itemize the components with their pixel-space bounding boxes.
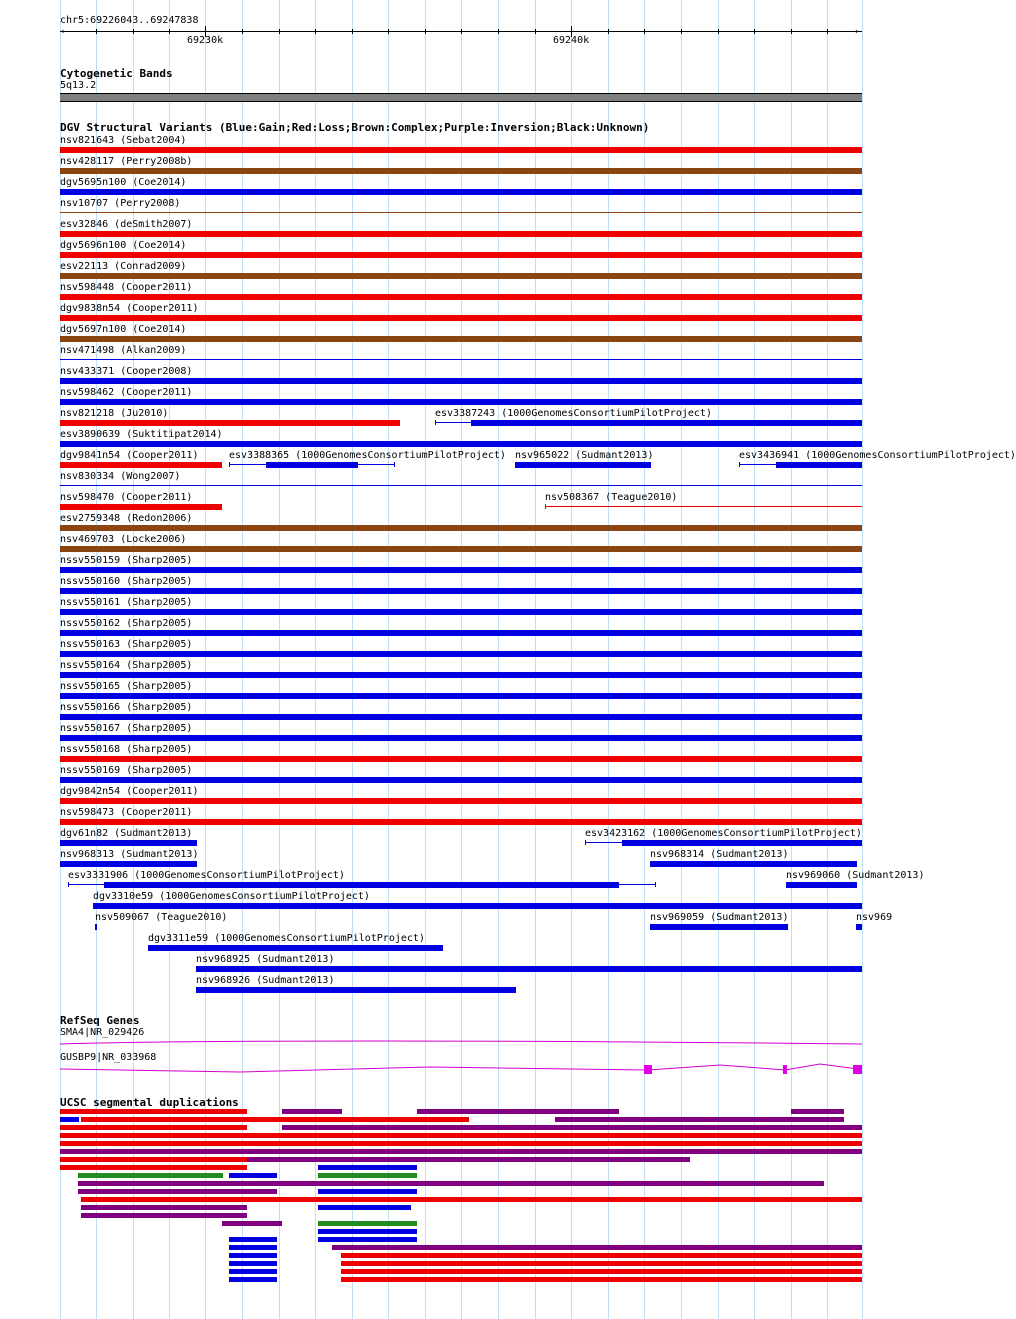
var-8-bar[interactable] bbox=[60, 294, 862, 300]
gridline bbox=[535, 0, 536, 1319]
var-41-bar[interactable] bbox=[60, 861, 197, 867]
var-14-label[interactable]: nsv821218 (Ju2010) bbox=[60, 408, 169, 419]
ruler-tick-minor bbox=[644, 29, 645, 34]
var-7-bar[interactable] bbox=[60, 273, 862, 279]
gene-label-gusbp9[interactable]: GUSBP9|NR_033968 bbox=[60, 1052, 157, 1063]
var-6-label[interactable]: dgv5696n100 (Coe2014) bbox=[60, 240, 187, 251]
var-20-bar[interactable] bbox=[776, 462, 862, 468]
var-10-bar[interactable] bbox=[60, 336, 862, 342]
var-11-bar[interactable] bbox=[60, 359, 862, 360]
gene-sma4-structure[interactable] bbox=[0, 1036, 890, 1052]
var-33-bar[interactable] bbox=[60, 714, 862, 720]
var-35-label[interactable]: nssv550168 (Sharp2005) bbox=[60, 744, 193, 755]
segdup-feature[interactable] bbox=[318, 1221, 417, 1226]
position-label: chr5:69226043..69247838 bbox=[60, 15, 199, 26]
ruler-tick-minor bbox=[754, 29, 755, 34]
var-46-label[interactable]: nsv509067 (Teague2010) bbox=[95, 912, 228, 923]
segdup-feature[interactable] bbox=[78, 1189, 277, 1194]
var-16-bar[interactable] bbox=[60, 441, 862, 447]
var-32-bar[interactable] bbox=[60, 693, 862, 699]
var-26-label[interactable]: nssv550159 (Sharp2005) bbox=[60, 555, 193, 566]
var-9-bar[interactable] bbox=[60, 315, 862, 321]
var-18-cap-start bbox=[229, 462, 230, 467]
ruler-tick-minor bbox=[133, 29, 134, 34]
var-12-bar[interactable] bbox=[60, 378, 862, 384]
var-1-bar[interactable] bbox=[60, 147, 862, 153]
segdup-feature[interactable] bbox=[282, 1109, 342, 1114]
cyto-track-title[interactable]: Cytogenetic Bands bbox=[60, 67, 173, 80]
ruler-tick-minor bbox=[279, 29, 280, 34]
var-44-label[interactable]: nsv969060 (Sudmant2013) bbox=[786, 870, 925, 881]
segdup-feature[interactable] bbox=[318, 1237, 417, 1242]
var-33-label[interactable]: nssv550166 (Sharp2005) bbox=[60, 702, 193, 713]
var-40-cap-start bbox=[585, 840, 586, 845]
var-48-bar[interactable] bbox=[856, 924, 862, 930]
var-12-label[interactable]: nsv433371 (Cooper2008) bbox=[60, 366, 193, 377]
var-4-bar[interactable] bbox=[60, 212, 862, 213]
var-15-bar[interactable] bbox=[471, 420, 862, 426]
segdup-feature[interactable] bbox=[222, 1221, 282, 1226]
var-24-label[interactable]: esv2759348 (Redon2006) bbox=[60, 513, 193, 524]
refseq-track-title[interactable]: RefSeq Genes bbox=[60, 1014, 140, 1027]
var-39-bar[interactable] bbox=[60, 840, 197, 846]
var-28-bar[interactable] bbox=[60, 609, 862, 615]
var-21-label[interactable]: nsv830334 (Wong2007) bbox=[60, 471, 181, 482]
var-5-label[interactable]: esv32846 (deSmith2007) bbox=[60, 219, 193, 230]
ruler-tick-minor bbox=[608, 29, 609, 34]
var-36-label[interactable]: nssv550169 (Sharp2005) bbox=[60, 765, 193, 776]
var-23-span-line[interactable] bbox=[545, 506, 862, 507]
var-2-label[interactable]: nsv428117 (Perry2008b) bbox=[60, 156, 193, 167]
var-38-label[interactable]: nsv598473 (Cooper2011) bbox=[60, 807, 193, 818]
var-13-bar[interactable] bbox=[60, 399, 862, 405]
segdup-track-title[interactable]: UCSC segmental duplications bbox=[60, 1096, 239, 1109]
var-31-label[interactable]: nssv550164 (Sharp2005) bbox=[60, 660, 193, 671]
segdup-feature[interactable] bbox=[341, 1277, 862, 1282]
segdup-feature[interactable] bbox=[318, 1205, 411, 1210]
ruler-tick-minor bbox=[315, 29, 316, 34]
var-21-bar[interactable] bbox=[60, 485, 862, 486]
segdup-feature[interactable] bbox=[318, 1229, 417, 1234]
var-48-label[interactable]: nsv969 bbox=[856, 912, 893, 923]
var-45-bar[interactable] bbox=[93, 903, 862, 909]
var-37-label[interactable]: dgv9842n54 (Cooper2011) bbox=[60, 786, 199, 797]
segdup-feature[interactable] bbox=[81, 1213, 247, 1218]
var-44-bar[interactable] bbox=[786, 882, 857, 888]
segdup-feature[interactable] bbox=[60, 1125, 247, 1130]
var-17-bar[interactable] bbox=[60, 462, 222, 468]
var-10-label[interactable]: dgv5697n100 (Coe2014) bbox=[60, 324, 187, 335]
ruler-tick-minor bbox=[461, 29, 462, 34]
ruler-tick-minor bbox=[242, 29, 243, 34]
gridline bbox=[862, 0, 863, 1319]
gusbp9-exon[interactable] bbox=[783, 1065, 787, 1074]
var-3-bar[interactable] bbox=[60, 189, 862, 195]
var-51-label[interactable]: nsv968926 (Sudmant2013) bbox=[196, 975, 335, 986]
var-13-label[interactable]: nsv598462 (Cooper2011) bbox=[60, 387, 193, 398]
var-34-label[interactable]: nssv550167 (Sharp2005) bbox=[60, 723, 193, 734]
segdup-feature[interactable] bbox=[318, 1189, 417, 1194]
var-4-label[interactable]: nsv10707 (Perry2008) bbox=[60, 198, 181, 209]
var-35-bar[interactable] bbox=[60, 756, 862, 762]
ruler-tick-label-69230k: 69230k bbox=[187, 35, 224, 46]
var-17-label[interactable]: dgv9841n54 (Cooper2011) bbox=[60, 450, 199, 461]
segdup-feature[interactable] bbox=[81, 1117, 469, 1122]
var-30-bar[interactable] bbox=[60, 651, 862, 657]
dgv-track-title[interactable]: DGV Structural Variants (Blue:Gain;Red:Loss;Brown:Complex;Purple:Inversion;Black:Unknown) bbox=[60, 121, 650, 134]
var-43-cap-end bbox=[655, 882, 656, 887]
var-51-bar[interactable] bbox=[196, 987, 516, 993]
segdup-feature[interactable] bbox=[60, 1117, 79, 1122]
var-20-cap-start bbox=[739, 462, 740, 467]
segdup-feature[interactable] bbox=[229, 1277, 277, 1282]
var-15-label[interactable]: esv3387243 (1000GenomesConsortiumPilotProject) bbox=[435, 408, 712, 419]
segdup-feature[interactable] bbox=[60, 1109, 247, 1114]
var-28-label[interactable]: nssv550161 (Sharp2005) bbox=[60, 597, 193, 608]
ruler-tick-minor bbox=[169, 29, 170, 34]
gusbp9-exon[interactable] bbox=[853, 1065, 862, 1074]
var-32-label[interactable]: nssv550165 (Sharp2005) bbox=[60, 681, 193, 692]
ruler-tick-minor bbox=[425, 29, 426, 34]
var-25-bar[interactable] bbox=[60, 546, 862, 552]
segdup-feature[interactable] bbox=[229, 1269, 277, 1274]
var-3-label[interactable]: dgv5695n100 (Coe2014) bbox=[60, 177, 187, 188]
ruler-tick-minor bbox=[96, 29, 97, 34]
var-47-label[interactable]: nsv969059 (Sudmant2013) bbox=[650, 912, 789, 923]
ruler-arrow-right: › bbox=[854, 27, 860, 37]
var-20-label[interactable]: esv3436941 (1000GenomesConsortiumPilotProject) bbox=[739, 450, 1016, 461]
var-7-label[interactable]: esv22113 (Conrad2009) bbox=[60, 261, 187, 272]
var-15-cap-start bbox=[435, 420, 436, 425]
var-50-label[interactable]: nsv968925 (Sudmant2013) bbox=[196, 954, 335, 965]
ruler-tick-minor bbox=[718, 29, 719, 34]
segdup-feature[interactable] bbox=[341, 1269, 862, 1274]
ruler-arrow-left: ‹ bbox=[60, 27, 66, 37]
var-38-bar[interactable] bbox=[60, 819, 862, 825]
cyto-band-label[interactable]: 5q13.2 bbox=[60, 80, 97, 91]
var-24-bar[interactable] bbox=[60, 525, 862, 531]
ruler-tick-minor bbox=[535, 29, 536, 34]
segdup-feature[interactable] bbox=[60, 1133, 862, 1138]
var-2-bar[interactable] bbox=[60, 168, 862, 174]
segdup-feature[interactable] bbox=[318, 1165, 417, 1170]
var-29-label[interactable]: nssv550162 (Sharp2005) bbox=[60, 618, 193, 629]
var-43-label[interactable]: esv3331906 (1000GenomesConsortiumPilotProject) bbox=[68, 870, 345, 881]
var-27-label[interactable]: nssv550160 (Sharp2005) bbox=[60, 576, 193, 587]
segdup-feature[interactable] bbox=[282, 1157, 690, 1162]
var-46-bar[interactable] bbox=[95, 924, 97, 930]
var-11-label[interactable]: nsv471498 (Alkan2009) bbox=[60, 345, 187, 356]
var-1-label[interactable]: nsv821643 (Sebat2004) bbox=[60, 135, 187, 146]
var-6-bar[interactable] bbox=[60, 252, 862, 258]
var-18-label[interactable]: esv3388365 (1000GenomesConsortiumPilotProject) bbox=[229, 450, 506, 461]
var-43-bar[interactable] bbox=[104, 882, 619, 888]
var-5-bar[interactable] bbox=[60, 231, 862, 237]
segdup-feature[interactable] bbox=[417, 1109, 619, 1114]
segdup-feature[interactable] bbox=[318, 1173, 417, 1178]
segdup-feature[interactable] bbox=[60, 1149, 862, 1154]
var-49-label[interactable]: dgv3311e59 (1000GenomesConsortiumPilotProject) bbox=[148, 933, 425, 944]
var-41-label[interactable]: nsv968313 (Sudmant2013) bbox=[60, 849, 199, 860]
segdup-feature[interactable] bbox=[341, 1253, 862, 1258]
ruler-tick-minor bbox=[827, 29, 828, 34]
segdup-feature[interactable] bbox=[81, 1197, 862, 1202]
var-40-label[interactable]: esv3423162 (1000GenomesConsortiumPilotProject) bbox=[585, 828, 862, 839]
segdup-feature[interactable] bbox=[60, 1157, 247, 1162]
ruler-tick-minor bbox=[352, 29, 353, 34]
gene-gusbp9-structure[interactable] bbox=[0, 1060, 890, 1080]
var-9-label[interactable]: dgv9838n54 (Cooper2011) bbox=[60, 303, 199, 314]
var-8-label[interactable]: nsv598448 (Cooper2011) bbox=[60, 282, 193, 293]
var-40-bar[interactable] bbox=[622, 840, 862, 846]
segdup-feature[interactable] bbox=[341, 1261, 862, 1266]
segdup-feature[interactable] bbox=[78, 1181, 824, 1186]
segdup-feature[interactable] bbox=[332, 1245, 862, 1250]
var-49-bar[interactable] bbox=[148, 945, 443, 951]
var-31-bar[interactable] bbox=[60, 672, 862, 678]
var-18-cap-end bbox=[394, 462, 395, 467]
ruler-tick-minor bbox=[388, 29, 389, 34]
var-25-label[interactable]: nsv469703 (Locke2006) bbox=[60, 534, 187, 545]
var-45-label[interactable]: dgv3310e59 (1000GenomesConsortiumPilotProject) bbox=[93, 891, 370, 902]
var-34-bar[interactable] bbox=[60, 735, 862, 741]
segdup-feature[interactable] bbox=[791, 1109, 844, 1114]
segdup-feature[interactable] bbox=[229, 1261, 277, 1266]
var-43-cap-start bbox=[68, 882, 69, 887]
gridline bbox=[498, 0, 499, 1319]
segdup-feature[interactable] bbox=[229, 1245, 277, 1250]
segdup-feature[interactable] bbox=[555, 1117, 844, 1122]
segdup-feature[interactable] bbox=[81, 1205, 247, 1210]
var-42-label[interactable]: nsv968314 (Sudmant2013) bbox=[650, 849, 789, 860]
var-26-bar[interactable] bbox=[60, 567, 862, 573]
segdup-feature[interactable] bbox=[60, 1165, 247, 1170]
var-29-bar[interactable] bbox=[60, 630, 862, 636]
var-16-label[interactable]: esv3890639 (Suktitipat2014) bbox=[60, 429, 223, 440]
var-27-bar[interactable] bbox=[60, 588, 862, 594]
var-14-bar[interactable] bbox=[60, 420, 400, 426]
var-23-label[interactable]: nsv508367 (Teague2010) bbox=[545, 492, 678, 503]
var-30-label[interactable]: nssv550163 (Sharp2005) bbox=[60, 639, 193, 650]
segdup-feature[interactable] bbox=[282, 1125, 862, 1130]
var-23-cap-start bbox=[545, 504, 546, 509]
gene-label-sma4[interactable]: SMA4|NR_029426 bbox=[60, 1027, 145, 1038]
var-19-bar[interactable] bbox=[515, 462, 651, 468]
cyto-band-bar[interactable] bbox=[60, 93, 862, 102]
var-19-label[interactable]: nsv965022 (Sudmant2013) bbox=[515, 450, 654, 461]
var-50-bar[interactable] bbox=[196, 966, 862, 972]
ruler-tick-minor bbox=[498, 29, 499, 34]
var-39-label[interactable]: dgv61n82 (Sudmant2013) bbox=[60, 828, 193, 839]
var-36-bar[interactable] bbox=[60, 777, 862, 783]
var-47-bar[interactable] bbox=[650, 924, 788, 930]
segdup-feature[interactable] bbox=[78, 1173, 223, 1178]
var-42-bar[interactable] bbox=[650, 861, 857, 867]
var-18-bar[interactable] bbox=[266, 462, 358, 468]
var-22-label[interactable]: nsv598470 (Cooper2011) bbox=[60, 492, 193, 503]
ruler-tick-label-69240k: 69240k bbox=[553, 35, 590, 46]
ruler-tick-minor bbox=[681, 29, 682, 34]
var-37-bar[interactable] bbox=[60, 798, 862, 804]
gusbp9-exon[interactable] bbox=[644, 1065, 652, 1074]
segdup-feature[interactable] bbox=[229, 1237, 277, 1242]
segdup-feature[interactable] bbox=[229, 1173, 277, 1178]
segdup-feature[interactable] bbox=[60, 1141, 862, 1146]
segdup-feature[interactable] bbox=[229, 1253, 277, 1258]
ruler-tick-minor bbox=[791, 29, 792, 34]
var-22-bar[interactable] bbox=[60, 504, 222, 510]
